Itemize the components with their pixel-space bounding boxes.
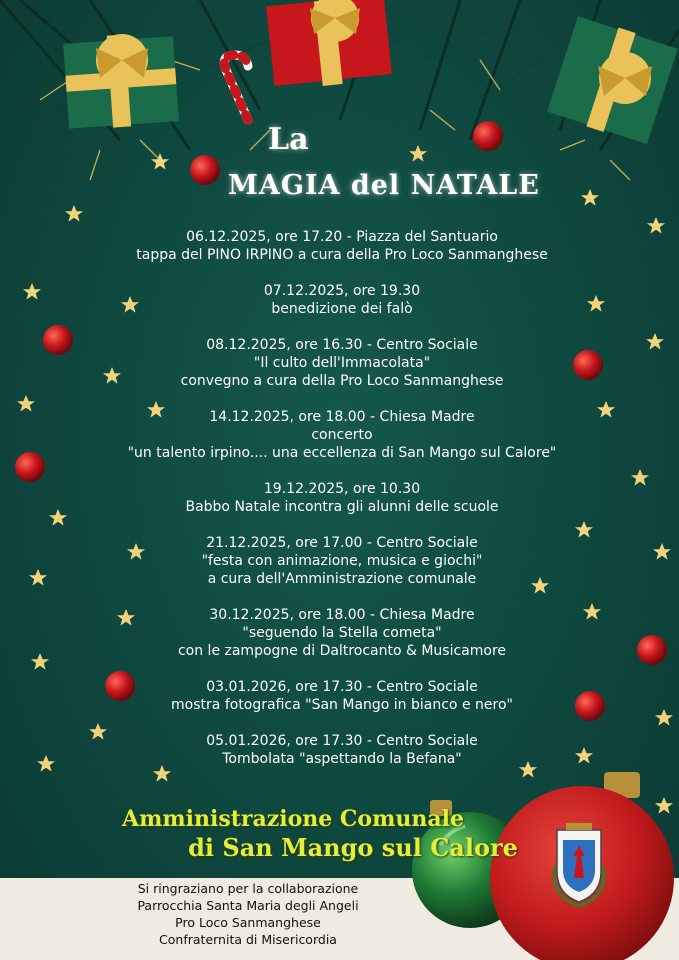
organizer-line-1: Amministrazione Comunale [122,806,464,832]
event-line: "seguendo la Stella cometa" [242,625,442,641]
event-line: con le zampogne di Daltrocanto & Musicamore [177,643,507,659]
event-line: "un talento irpino.... una eccellenza di San Mango sul Calore" [127,445,557,461]
event-line: "festa con animazione, musica e giochi" [201,553,483,569]
event-line: benedizione dei falò [271,301,413,317]
thanks-line: Parrocchia Santa Maria degli Angeli [137,898,359,913]
municipal-crest-icon [554,823,604,906]
gift-box-green-right-icon [547,16,678,144]
event-line: 14.12.2025, ore 18.00 - Chiesa Madre [209,409,475,425]
event-line: 19.12.2025, ore 10.30 [263,481,421,497]
event-item [92,606,592,660]
page-title: MAGIA del NATALE [228,170,540,201]
gift-box-red-center-icon [266,0,392,86]
event-line: "Il culto dell'Immacolata" [253,355,431,371]
title-la: La [268,122,309,157]
event-line: 07.12.2025, ore 19.30 [263,283,421,299]
event-item [92,336,592,390]
event-item [92,228,592,264]
event-line: 30.12.2025, ore 18.00 - Chiesa Madre [209,607,475,623]
event-line: tappa del PINO IRPINO a cura della Pro Loco Sanmanghese [136,247,548,263]
event-line: 08.12.2025, ore 16.30 - Centro Sociale [206,337,478,353]
events-list [92,228,592,786]
event-line: 05.01.2026, ore 17.30 - Centro Sociale [206,733,478,749]
event-line: 03.01.2026, ore 17.30 - Centro Sociale [206,679,478,695]
event-line: Tombolata "aspettando la Befana" [222,751,462,767]
event-line: 06.12.2025, ore 17.20 - Piazza del Santuario [186,229,498,245]
event-item [92,282,592,318]
event-line: convegno a cura della Pro Loco Sanmanghese [180,373,504,389]
event-item [92,732,592,768]
thanks-line: Pro Loco Sanmanghese [175,915,321,930]
acknowledgements [118,880,378,948]
event-line: concerto [311,427,373,443]
gift-box-green-left-icon [63,34,179,129]
event-line: Babbo Natale incontra gli alunni delle scuole [185,499,499,515]
organizer-line-2: di San Mango sul Calore [188,833,518,862]
event-item [92,480,592,516]
event-line: 21.12.2025, ore 17.00 - Centro Sociale [206,535,478,551]
event-item [92,678,592,714]
red-ornament-with-crest-icon [490,772,674,960]
event-item [92,408,592,462]
thanks-line: Confraternita di Misericordia [159,932,337,947]
event-line: mostra fotografica "San Mango in bianco e nero" [171,697,513,713]
organizer-heading [58,805,528,863]
event-line: a cura dell'Amministrazione comunale [207,571,477,587]
event-item [92,534,592,588]
thanks-line: Si ringraziano per la collaborazione [137,881,359,896]
